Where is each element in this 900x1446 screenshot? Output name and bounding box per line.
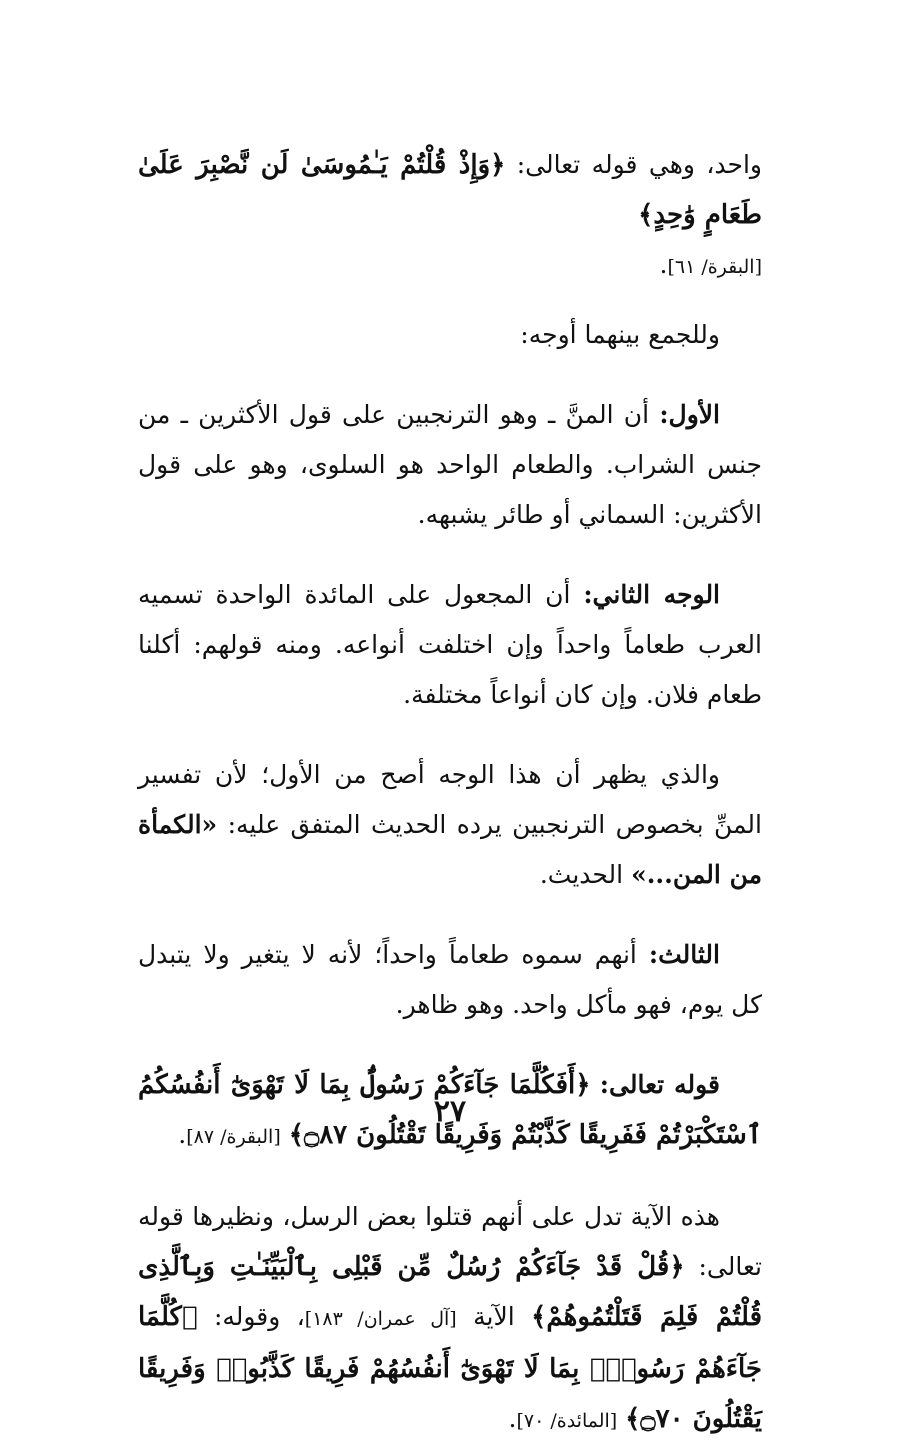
page-number: ٢٧: [433, 1094, 467, 1129]
quran-verse: ﴿وَإِذْ قُلْتُمْ يَـٰمُوسَىٰ لَن نَّصْبِرَ عَلَىٰ طَعَامٍ وَٰحِدٍ﴾: [138, 150, 762, 230]
verse-reference: [البقرة/ ٦١]: [667, 256, 762, 278]
verse-reference: [آل عمران/ ١٨٣]: [304, 1308, 457, 1330]
paragraph-8: [138, 1192, 762, 1446]
section-label: الأول:: [659, 400, 720, 429]
section-label: الثالث:: [648, 940, 720, 969]
body-text: وللجمع بينهما أوجه:: [520, 320, 720, 349]
body-text-end: الحديث.: [539, 860, 624, 889]
body-text: ، وقوله:: [213, 1302, 305, 1331]
section-label: الوجه الثاني:: [583, 580, 721, 609]
quran-verse: ﴿كُلَّمَا جَآءَهُمْ رَسُولٌۢ بِمَا لَا تَهْوَىٰٓ أَنفُسُهُمْ فَرِيقًا كَذَّبُوا۟ وَفَرِيقًا يَقْتُلُونَ ۝٧٠﴾: [138, 1302, 762, 1434]
paragraph-1: [138, 140, 762, 292]
section-label: قوله تعالى:: [599, 1070, 721, 1099]
verse-reference: [البقرة/ ٨٧]: [186, 1126, 281, 1148]
body-text: أن المنَّ ـ وهو الترنجبين على قول الأكثرين ـ من جنس الشراب. والطعام الواحد هو السلوى، وهو على قول الأكثرين: السماني أو طائر يشبهه.: [138, 400, 762, 529]
paragraph-4: [138, 570, 762, 720]
verse-reference: [المائدة/ ٧٠]: [516, 1410, 618, 1432]
quran-verse: ﴿أَفَكُلَّمَا جَآءَكُمْ رَسُولٌۢ بِمَا لَا تَهْوَىٰٓ أَنفُسُكُمُ ٱسْتَكْبَرْتُمْ فَفَرِيقًا كَذَّبْتُمْ وَفَرِيقًا تَقْتُلُونَ ۝٨٧﴾: [138, 1070, 762, 1150]
punctuation: .: [178, 1120, 187, 1149]
punctuation: .: [508, 1404, 517, 1433]
paragraph-2: [138, 310, 762, 360]
paragraph-6: [138, 930, 762, 1030]
intro-text: واحد، وهي قوله تعالى:: [516, 150, 762, 179]
punctuation: .: [659, 250, 668, 279]
quran-verse: ﴿قُلْ قَدْ جَآءَكُمْ رُسُلٌ مِّن قَبْلِى بِٱلْبَيِّنَـٰتِ وَبِٱلَّذِى قُلْتُمْ فَلِمَ قَتَلْتُمُوهُمْ﴾: [138, 1252, 763, 1332]
body-text: أن المجعول على المائدة الواحدة تسميه العرب طعاماً واحداً وإن اختلفت أنواعه. ومنه قولهم: أكلنا طعام فلان. وإن كان أنواعاً مختلفة.: [138, 580, 762, 709]
body-text: الآية: [473, 1302, 515, 1331]
paragraph-5: [138, 750, 762, 900]
paragraph-3: [138, 390, 762, 540]
body-text: هذه الآية تدل على أنهم قتلوا بعض الرسل، ونظيرها قوله تعالى:: [138, 1202, 762, 1281]
body-text: والذي يظهر أن هذا الوجه أصح من الأول؛ لأن تفسير المنِّ بخصوص الترنجبين يرده الحديث المتفق عليه:: [138, 760, 762, 839]
body-text: أنهم سموه طعاماً واحداً؛ لأنه لا يتغير ولا يتبدل كل يوم، فهو مأكل واحد. وهو ظاهر.: [138, 940, 762, 1019]
hadith-quote: «الكمأة من المن...»: [138, 810, 762, 889]
